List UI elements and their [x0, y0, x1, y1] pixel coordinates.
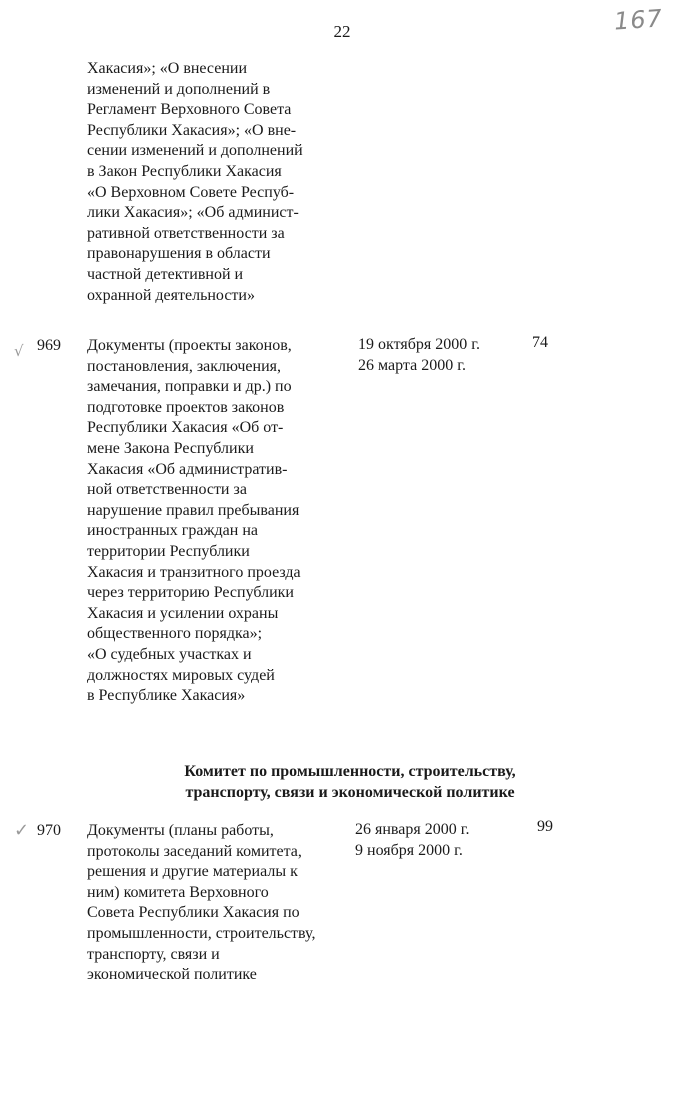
- entry-number: 970: [37, 822, 61, 839]
- entry-number: 969: [37, 337, 61, 354]
- entry-sheets: 74: [532, 334, 548, 351]
- entry-sheets: 99: [537, 818, 553, 835]
- check-mark-icon: ✓: [14, 820, 30, 841]
- entry-dates: 26 января 2000 г. 9 ноября 2000 г.: [355, 821, 470, 859]
- check-mark-icon: √: [14, 342, 24, 360]
- entry-text: Документы (планы работы, протоколы заседаний комитета, решения и другие материалы к ним) комитета Верховного Совета Республики Хакасия по промышленности, строительству, транспорту, связи и экономической политике: [87, 822, 316, 984]
- archive-sheet-number: 167: [613, 4, 664, 36]
- section-heading: Комитет по промышленности, строительству, транспорту, связи и экономической политике: [184, 763, 516, 801]
- continued-entry-text: Хакасия»; «О внесении изменений и дополнений в Регламент Верховного Совета Республики Хакасия»; «О вне- сении изменений и дополнений в Закон Республики Хакасия «О Верховном Совете Респуб- лики Хакасия»; «Об админист- ративной ответственности за правонарушения в области частной детективной и охранной деятельности»: [87, 60, 303, 304]
- entry-text: Документы (проекты законов, постановления, заключения, замечания, поправки и др.) по подготовке проектов законов Республики Хакасия «Об от- мене Закона Республики Хакасия «Об административ- ной ответственности за нарушение правил пребывания иностранных граждан на территории Республики Хакасия и транзитного проезда через территорию Республики Хакасия и усилении охраны общественного порядка»; «О судебных участках и должностях мировых судей в Республике Хакасия»: [87, 337, 301, 705]
- entry-dates: 19 октября 2000 г. 26 марта 2000 г.: [358, 336, 480, 374]
- page-number: 22: [333, 22, 351, 41]
